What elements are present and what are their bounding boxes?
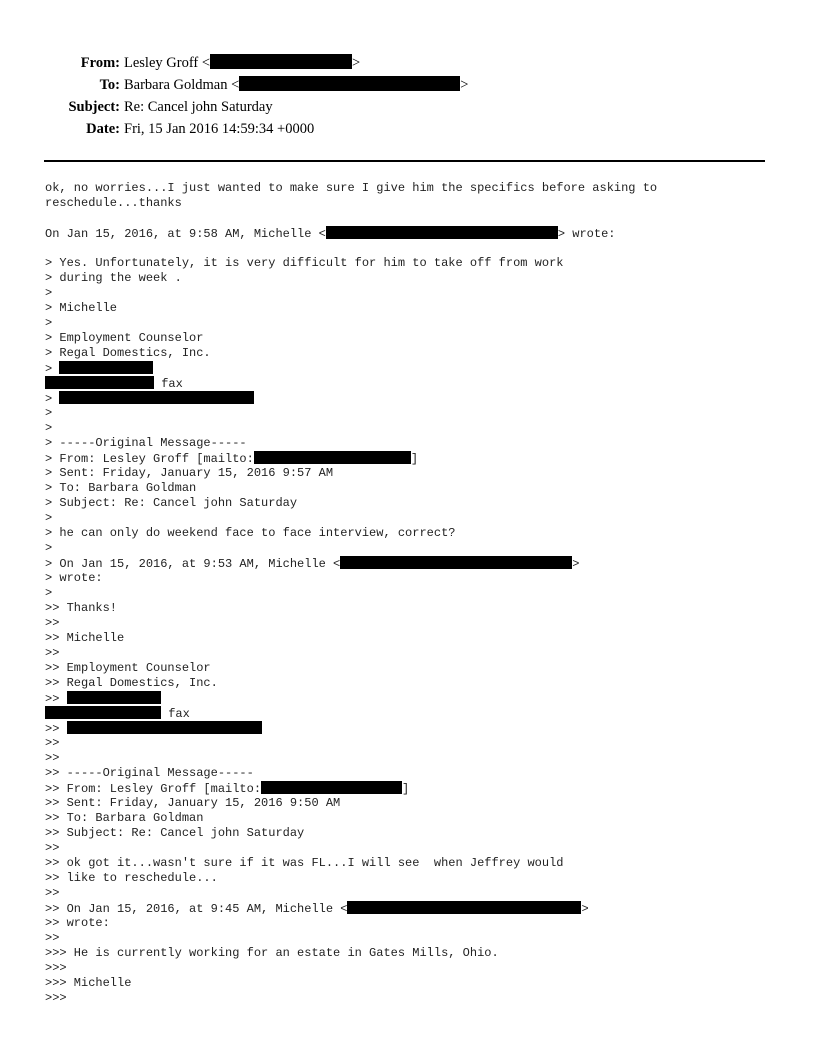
to-value: Barbara Goldman <	[124, 77, 240, 93]
body-line: > -----Original Message-----	[45, 436, 247, 450]
to-row	[0, 74, 816, 96]
body-line: >> Sent: Friday, January 15, 2016 9:50 AM	[45, 796, 341, 810]
redaction-box	[59, 361, 153, 374]
body-line: >	[45, 406, 53, 420]
subject-row	[0, 96, 816, 118]
date-value: Fri, 15 Jan 2016 14:59:34 +0000	[124, 121, 315, 137]
body-line: >>	[45, 931, 60, 945]
from-close: >	[352, 55, 361, 71]
body-line: >> To: Barbara Goldman	[45, 811, 204, 825]
redaction-box	[326, 226, 558, 239]
redaction-box	[239, 76, 460, 91]
body-line: > Michelle	[45, 301, 118, 315]
email-body	[45, 181, 785, 1006]
body-line: >> On Jan 15, 2016, at 9:45 AM, Michelle < >	[45, 902, 589, 916]
date-label: Date:	[86, 121, 120, 137]
body-line: >> Michelle	[45, 631, 125, 645]
body-line: >> Subject: Re: Cancel john Saturday	[45, 826, 305, 840]
body-line: >	[45, 586, 53, 600]
body-line: >	[45, 511, 53, 525]
body-line: >>	[45, 616, 60, 630]
email-header	[0, 52, 816, 140]
body-line: > Sent: Friday, January 15, 2016 9:57 AM	[45, 466, 334, 480]
body-line: > On Jan 15, 2016, at 9:53 AM, Michelle < >	[45, 557, 580, 571]
redaction-box	[45, 376, 154, 389]
body-line: >> Thanks!	[45, 601, 118, 615]
body-line: >> ok got it...wasn't sure if it was FL...I will see when Jeffrey would	[45, 856, 564, 870]
redaction-box	[67, 721, 262, 734]
from-label: From:	[80, 55, 120, 71]
body-line: >>>	[45, 991, 67, 1005]
redaction-box	[340, 556, 572, 569]
to-close: >	[460, 77, 469, 93]
to-label: To:	[99, 77, 120, 93]
body-line: >	[45, 286, 53, 300]
body-line: >> wrote:	[45, 916, 110, 930]
body-line: > during the week .	[45, 271, 182, 285]
body-line: >>	[45, 886, 60, 900]
body-line: > To: Barbara Goldman	[45, 481, 197, 495]
redaction-box	[347, 901, 581, 914]
body-line: > Subject: Re: Cancel john Saturday	[45, 496, 298, 510]
body-line: >	[45, 361, 785, 376]
body-line: >>> Michelle	[45, 976, 132, 990]
body-line: >	[45, 316, 53, 330]
body-line: >>	[45, 841, 60, 855]
blank-line	[45, 211, 785, 226]
body-line: On Jan 15, 2016, at 9:58 AM, Michelle < > wrote:	[45, 227, 616, 241]
body-line: > Yes. Unfortunately, it is very difficult for him to take off from work	[45, 256, 564, 270]
body-line: reschedule...thanks	[45, 196, 182, 210]
redaction-box	[67, 691, 161, 704]
body-line: >> like to reschedule...	[45, 871, 218, 885]
subject-label: Subject:	[68, 99, 120, 115]
body-line: > he can only do weekend face to face interview, correct?	[45, 526, 456, 540]
header-divider	[44, 160, 765, 162]
body-line: fax	[45, 376, 785, 391]
body-line: ok, no worries...I just wanted to make sure I give him the specifics before asking to	[45, 181, 658, 195]
redaction-box	[261, 781, 402, 794]
body-line: > wrote:	[45, 571, 103, 585]
body-line: >>	[45, 736, 60, 750]
date-row	[0, 118, 816, 140]
blank-line	[45, 241, 785, 256]
body-line: > From: Lesley Groff [mailto: ]	[45, 452, 419, 466]
body-line: >>	[45, 691, 785, 706]
body-line: >> From: Lesley Groff [mailto: ]	[45, 782, 410, 796]
body-line: >> Regal Domestics, Inc.	[45, 676, 218, 690]
body-line: fax	[45, 706, 785, 721]
body-line: >> Employment Counselor	[45, 661, 211, 675]
from-value: Lesley Groff <	[124, 55, 211, 71]
body-line: > Employment Counselor	[45, 331, 204, 345]
redaction-box	[210, 54, 352, 69]
body-line: >	[45, 391, 785, 406]
body-line: >	[45, 541, 53, 555]
body-line: >>	[45, 646, 60, 660]
body-line: >>	[45, 721, 785, 736]
from-row	[0, 52, 816, 74]
body-line: >>>	[45, 961, 67, 975]
redaction-box	[254, 451, 411, 464]
body-line: >>> He is currently working for an estate in Gates Mills, Ohio.	[45, 946, 499, 960]
redaction-box	[59, 391, 254, 404]
subject-value: Re: Cancel john Saturday	[124, 99, 273, 115]
body-line: >> -----Original Message-----	[45, 766, 254, 780]
body-line: >	[45, 421, 53, 435]
redaction-box	[45, 706, 161, 719]
body-line: > Regal Domestics, Inc.	[45, 346, 211, 360]
body-line: >>	[45, 751, 60, 765]
